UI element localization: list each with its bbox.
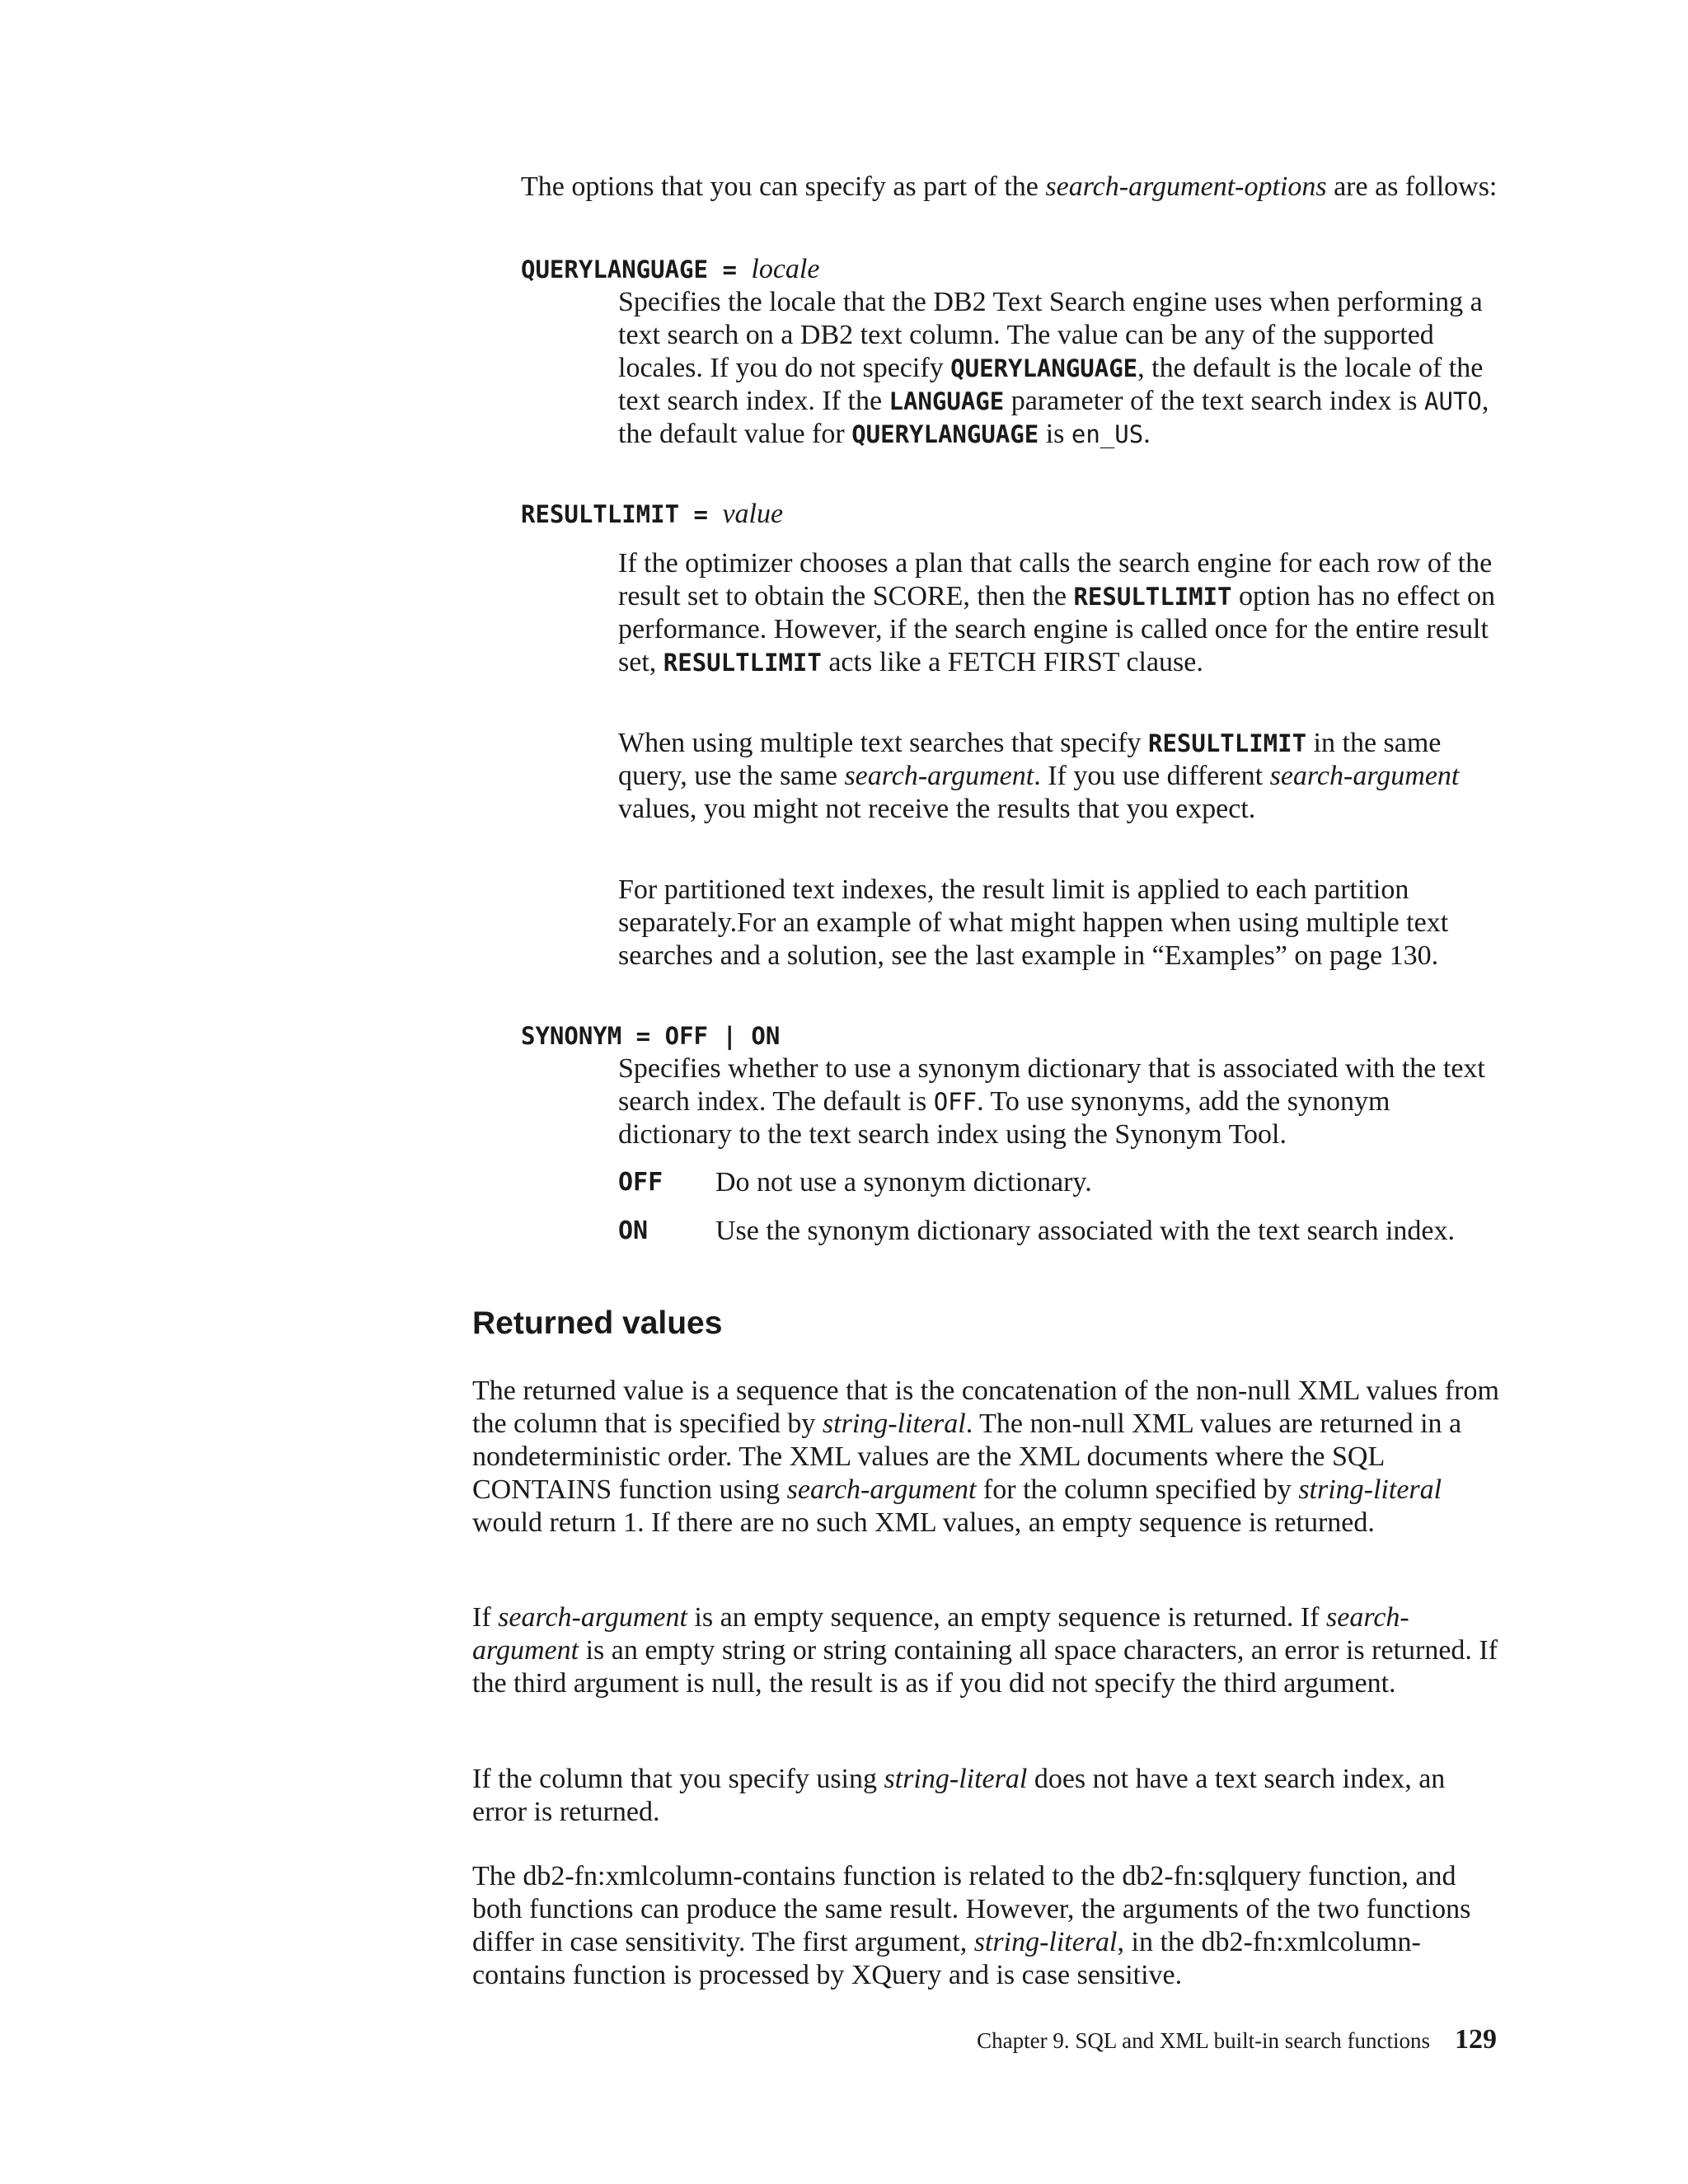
querylanguage-term: QUERYLANGUAGE = locale xyxy=(521,254,820,284)
querylanguage-description: Specifies the locale that the DB2 Text Search engine uses when performing a text search on a DB2 text column. The value can be any of the supported locales. If you do not specify QUERYLANGUAGE, the default is the locale of the text search index. If the LANGUAGE parameter of the text search index is AUTO, the default value for QUERYLANGUAGE is en_US. xyxy=(618,287,1489,449)
intro-text: The options that you can specify as part of the xyxy=(521,171,1046,202)
returned-paragraph-1: The returned value is a sequence that is the concatenation of the non-null XML values from the column that is specified by string-literal. The non-null XML values are returned in a nondeterministic order. The XML values are the XML documents where the SQL CONTAINS function using search-argument for the column specified by string-literal would return 1. If there are no such XML values, an empty sequence is returned. xyxy=(472,1376,1499,1538)
resultlimit-paragraph-2: When using multiple text searches that specify RESULTLIMIT in the same query, use the same search-argument. If you use different search-argument values, you might not receive the results that you expect. xyxy=(618,728,1460,824)
synonym-description: Specifies whether to use a synonym dictionary that is associated with the text search index. The default is OFF. To use synonyms, add the synonym dictionary to the text search index using the Synonym Tool. xyxy=(618,1053,1485,1150)
returned-paragraph-4: The db2-fn:xmlcolumn-contains function is related to the db2-fn:sqlquery function, and both functions can produce the same result. However, the arguments of the two functions differ in case sensitivity. The first argument, string-literal, in the db2-fn:xmlcolumn-contains function is processed by XQuery and is case sensitive. xyxy=(472,1861,1471,1990)
synonym-option-off-description: Do not use a synonym dictionary. xyxy=(715,1167,1092,1197)
chapter-title: Chapter 9. SQL and XML built-in search functions xyxy=(977,2028,1430,2053)
synonym-option-off: OFF xyxy=(618,1168,663,1197)
intro-paragraph xyxy=(521,171,1502,204)
resultlimit-paragraph-1: If the optimizer chooses a plan that calls the search engine for each row of the result set to obtain the SCORE, then the RESULTLIMIT option has no effect on performance. However, if the search engine is called once for the entire result set, RESULTLIMIT acts like a FETCH FIRST clause. xyxy=(618,548,1495,677)
resultlimit-paragraph-3: For partitioned text indexes, the result limit is applied to each partition separately.For an example of what might happen when using multiple text searches and a solution, see the last example in “Examples” on page 130. xyxy=(618,874,1449,971)
section-heading-returned-values: Returned values xyxy=(472,1305,723,1341)
resultlimit-term: RESULTLIMIT = value xyxy=(521,499,784,529)
page-number: 129 xyxy=(1455,2024,1497,2055)
synonym-term: SYNONYM = OFF | ON xyxy=(521,1022,781,1050)
intro-text-end: are as follows: xyxy=(1326,171,1498,202)
intro-term: search-argument-options xyxy=(1045,171,1327,202)
page-footer xyxy=(977,2025,1497,2055)
synonym-option-on-description: Use the synonym dictionary associated with the text search index. xyxy=(715,1216,1455,1246)
synonym-option-on: ON xyxy=(618,1216,649,1245)
returned-paragraph-3: If the column that you specify using string-literal does not have a text search index, an error is returned. xyxy=(472,1764,1446,1827)
returned-paragraph-2: If search-argument is an empty sequence, an empty sequence is returned. If search-argument is an empty string or string containing all space characters, an error is returned. If the third argument is null, the result is as if you did not specify the third argument. xyxy=(472,1602,1498,1699)
